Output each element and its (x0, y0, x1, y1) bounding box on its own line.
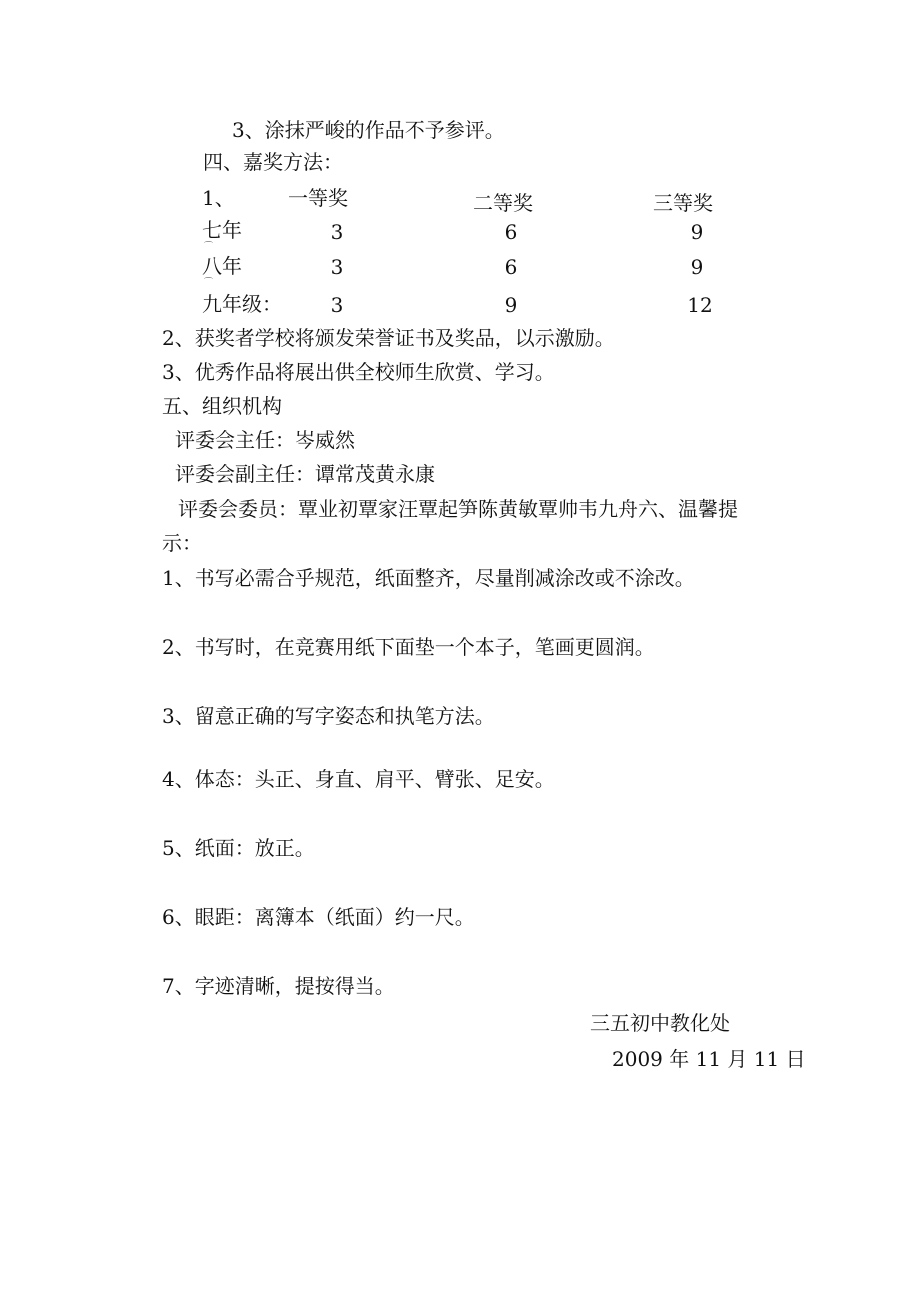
column-header-first-prize: 一等奖 (288, 186, 348, 210)
third-prize-count: 12 (687, 293, 713, 317)
tip-item: 6、眼距：离簿本（纸面）约一尺。 (162, 905, 475, 929)
row-grade-label: 七年 (202, 218, 242, 242)
second-prize-count: 9 (504, 293, 518, 317)
row-grade-label: 九年级： (202, 292, 282, 316)
committee-director: 评委会主任：岑威然 (175, 428, 355, 452)
tip-item: 5、纸面：放正。 (162, 836, 315, 860)
committee-vice-director: 评委会副主任：谭常茂黄永康 (175, 462, 435, 486)
awards-item-2: 2、获奖者学校将颁发荣誉证书及奖品，以示激励。 (162, 326, 615, 350)
second-prize-count: 6 (504, 255, 518, 279)
third-prize-count: 9 (690, 220, 704, 244)
tip-item: 3、留意正确的写字姿态和执笔方法。 (162, 704, 495, 728)
first-prize-count: 3 (330, 255, 344, 279)
committee-members: 评委会委员：覃业初覃家汪覃起笋陈黄敏覃帅韦九舟六、温馨提 (178, 497, 738, 521)
tip-item: 4、体态：头正、身直、肩平、臂张、足安。 (162, 767, 555, 791)
row-grade-label: 八年 (202, 254, 242, 278)
grade-mark: ⌒ (204, 242, 214, 252)
signature-date: 2009 年 11 月 11 日 (612, 1047, 806, 1071)
tip-item: 7、字迹清晰，提按得当。 (162, 974, 395, 998)
tip-item: 1、书写必需合乎规范，纸面整齐，尽量削减涂改或不涂改。 (162, 566, 695, 590)
rule-item-3: 3、涂抹严峻的作品不予参评。 (232, 118, 505, 142)
third-prize-count: 9 (690, 255, 704, 279)
awards-item1-number: 1、 (202, 186, 235, 210)
grade-mark: ⌒ (204, 278, 214, 288)
awards-heading: 四、嘉奖方法： (203, 150, 343, 174)
column-header-third-prize: 三等奖 (653, 191, 713, 215)
committee-members-continued: 示： (162, 531, 202, 555)
signature-office: 三五初中教化处 (590, 1011, 730, 1035)
column-header-second-prize: 二等奖 (473, 191, 533, 215)
awards-item-3: 3、优秀作品将展出供全校师生欣赏、学习。 (162, 360, 555, 384)
first-prize-count: 3 (330, 293, 344, 317)
first-prize-count: 3 (330, 220, 344, 244)
second-prize-count: 6 (504, 220, 518, 244)
organization-heading: 五、组织机构 (162, 394, 282, 418)
tip-item: 2、书写时，在竞赛用纸下面垫一个本子，笔画更圆润。 (162, 635, 655, 659)
